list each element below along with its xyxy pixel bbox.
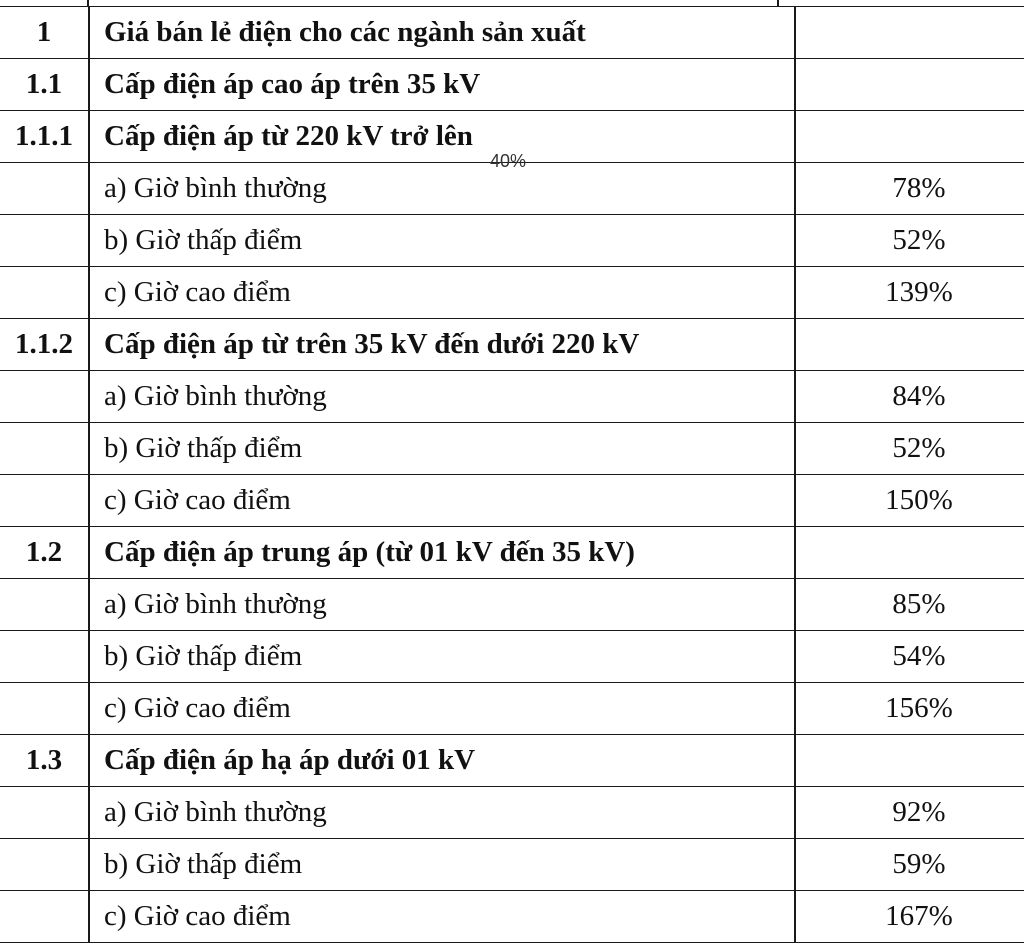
row-code (0, 631, 89, 683)
row-code: 1.3 (0, 735, 89, 787)
overlay-percent-label: 40% (490, 151, 527, 171)
row-code (0, 423, 89, 475)
time-period-label: a) Giờ bình thường (89, 787, 795, 839)
price-ratio-value: 156% (795, 683, 1024, 735)
row-code (0, 267, 89, 319)
price-ratio-value: 139% (795, 267, 1024, 319)
section-row (0, 59, 1024, 111)
row-code (0, 371, 89, 423)
section-title: Cấp điện áp cao áp trên 35 kV (89, 59, 795, 111)
row-code (0, 787, 89, 839)
table-row (0, 579, 1024, 631)
time-period-label: a) Giờ bình thường (89, 371, 795, 423)
table-row (0, 631, 1024, 683)
row-code (0, 683, 89, 735)
time-period-label: b) Giờ thấp điểm (89, 423, 795, 475)
row-code: 1.1.2 (0, 319, 89, 371)
price-ratio-value: 92% (795, 787, 1024, 839)
section-title: Cấp điện áp trung áp (từ 01 kV đến 35 kV) (89, 527, 795, 579)
row-code (0, 215, 89, 267)
price-ratio-value: 52% (795, 215, 1024, 267)
row-code (0, 475, 89, 527)
time-period-label: c) Giờ cao điểm (89, 267, 795, 319)
price-ratio-value (795, 111, 1024, 163)
row-code (0, 163, 89, 215)
table-row (0, 683, 1024, 735)
table-row (0, 267, 1024, 319)
time-period-label: c) Giờ cao điểm (89, 891, 795, 943)
table-row (0, 423, 1024, 475)
row-code (0, 839, 89, 891)
table-row (0, 475, 1024, 527)
section-row (0, 735, 1024, 787)
price-ratio-value: 78% (795, 163, 1024, 215)
price-ratio-value: 52% (795, 423, 1024, 475)
price-ratio-value: 167% (795, 891, 1024, 943)
section-title: Cấp điện áp hạ áp dưới 01 kV (89, 735, 795, 787)
table-row (0, 215, 1024, 267)
price-ratio-value: 54% (795, 631, 1024, 683)
time-period-label: b) Giờ thấp điểm (89, 631, 795, 683)
time-period-label: c) Giờ cao điểm (89, 475, 795, 527)
time-period-label: b) Giờ thấp điểm (89, 215, 795, 267)
price-ratio-value: 85% (795, 579, 1024, 631)
price-ratio-value (795, 7, 1024, 59)
section-row (0, 7, 1024, 59)
row-code: 1.2 (0, 527, 89, 579)
section-title: Cấp điện áp từ 220 kV trở lên (89, 111, 795, 163)
time-period-label: a) Giờ bình thường (89, 579, 795, 631)
price-ratio-value: 84% (795, 371, 1024, 423)
time-period-label: a) Giờ bình thường (89, 163, 795, 215)
table-row (0, 787, 1024, 839)
time-period-label: c) Giờ cao điểm (89, 683, 795, 735)
table-row (0, 839, 1024, 891)
table-body (0, 7, 1024, 943)
section-row (0, 527, 1024, 579)
row-code (0, 891, 89, 943)
section-title: Cấp điện áp từ trên 35 kV đến dưới 220 kV (89, 319, 795, 371)
price-ratio-value (795, 319, 1024, 371)
table-row (0, 371, 1024, 423)
time-period-label: b) Giờ thấp điểm (89, 839, 795, 891)
row-code: 1.1 (0, 59, 89, 111)
price-ratio-value (795, 59, 1024, 111)
price-ratio-value: 59% (795, 839, 1024, 891)
row-code: 1 (0, 7, 89, 59)
section-row (0, 319, 1024, 371)
price-ratio-value: 150% (795, 475, 1024, 527)
electricity-price-table (0, 6, 1024, 943)
price-ratio-value (795, 527, 1024, 579)
row-code: 1.1.1 (0, 111, 89, 163)
section-title: Giá bán lẻ điện cho các ngành sản xuất (89, 7, 795, 59)
price-ratio-value (795, 735, 1024, 787)
table-row (0, 891, 1024, 943)
row-code (0, 579, 89, 631)
